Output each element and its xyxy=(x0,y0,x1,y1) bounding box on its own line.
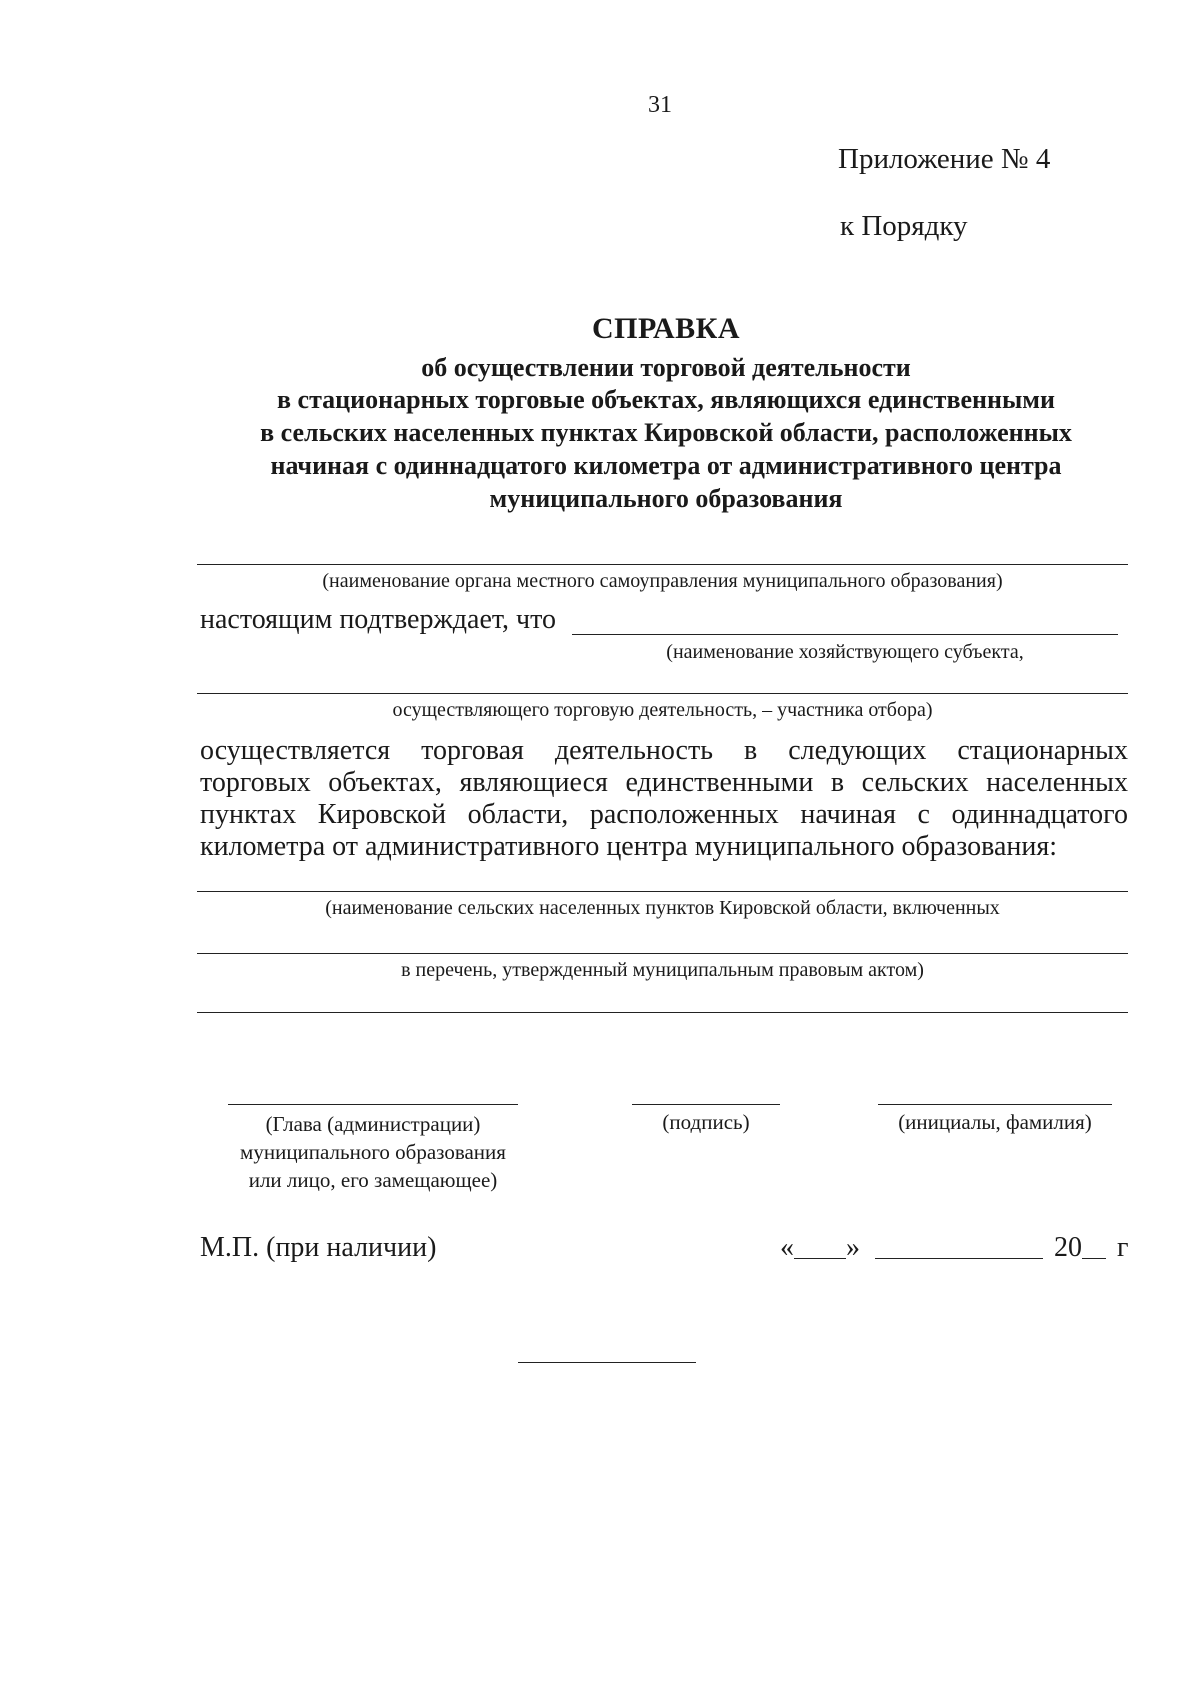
body-word: с xyxy=(917,799,930,830)
body-word: осуществляется xyxy=(200,735,391,766)
head-caption-2: муниципального образования xyxy=(240,1140,506,1164)
body-line-2 xyxy=(200,767,1128,799)
subtitle-line-2: в стационарных торговые объектах, являющихся единственными xyxy=(277,385,1055,414)
body-word: области, xyxy=(467,799,569,830)
name-line[interactable] xyxy=(878,1104,1112,1105)
year-prefix: 20 xyxy=(1054,1232,1082,1263)
body-word: сельских xyxy=(861,767,969,798)
body-word: следующих xyxy=(788,735,927,766)
body-line-3 xyxy=(200,799,1128,831)
settlements-field-line-1[interactable] xyxy=(197,891,1128,892)
entity-caption-1: (наименование хозяйствующего субъекта, xyxy=(666,641,1024,663)
body-word: Кировской xyxy=(317,799,447,830)
day-blank[interactable] xyxy=(794,1258,846,1259)
subtitle-line-5: муниципального образования xyxy=(489,484,843,513)
body-word: пунктах xyxy=(200,799,297,830)
body-word: одиннадцатого xyxy=(951,799,1128,830)
body-word: объектах, xyxy=(328,767,442,798)
year-suffix: г xyxy=(1117,1232,1129,1263)
appendix-reference: к Порядку xyxy=(840,210,968,242)
settlements-caption-1: (наименование сельских населенных пунктов Кировской области, включенных xyxy=(325,897,1000,919)
quote-close: » xyxy=(846,1232,860,1263)
entity-field-line[interactable] xyxy=(572,634,1118,635)
name-caption: (инициалы, фамилия) xyxy=(898,1110,1092,1134)
authority-caption: (наименование органа местного самоуправления муниципального образования) xyxy=(322,570,1003,592)
document-title: СПРАВКА xyxy=(591,312,741,345)
closing-rule xyxy=(518,1362,696,1363)
body-word: единственными xyxy=(625,767,814,798)
subtitle-line-3: в сельских населенных пунктах Кировской области, расположенных xyxy=(260,418,1072,447)
head-caption-3: или лицо, его замещающее) xyxy=(248,1168,498,1192)
body-word: начиная xyxy=(800,799,896,830)
page-number: 31 xyxy=(648,92,672,118)
subtitle-line-4: начиная с одиннадцатого километра от административного центра xyxy=(270,451,1062,480)
body-word: в xyxy=(830,767,845,798)
settlements-caption-2: в перечень, утвержденный муниципальным правовым актом) xyxy=(401,959,924,981)
authority-field-line[interactable] xyxy=(197,564,1128,565)
body-word: торговая xyxy=(421,735,524,766)
body-word: в xyxy=(743,735,758,766)
body-line-1 xyxy=(200,735,1128,767)
signature-caption: (подпись) xyxy=(662,1110,750,1134)
appendix-label: Приложение № 4 xyxy=(838,143,1051,175)
body-word: торговых xyxy=(200,767,311,798)
body-line-4: километра от административного центра муниципального образования: xyxy=(200,831,1058,862)
settlements-field-line-2[interactable] xyxy=(197,953,1128,954)
entity-field-line-2[interactable] xyxy=(197,693,1128,694)
year-blank[interactable] xyxy=(1082,1258,1106,1259)
stamp-label: М.П. (при наличии) xyxy=(200,1232,437,1263)
body-word: населенных xyxy=(986,767,1128,798)
subtitle-line-1: об осуществлении торговой деятельности xyxy=(421,353,911,382)
confirms-text: настоящим подтверждает, что xyxy=(200,604,556,635)
settlements-field-line-3[interactable] xyxy=(197,1012,1128,1013)
body-word: расположенных xyxy=(589,799,779,830)
entity-caption-2: осуществляющего торговую деятельность, – участника отбора) xyxy=(392,699,933,721)
head-caption-1: (Глава (администрации) xyxy=(265,1112,481,1136)
head-position-line[interactable] xyxy=(228,1104,518,1105)
quote-open: « xyxy=(780,1232,794,1263)
month-blank[interactable] xyxy=(875,1258,1043,1259)
body-word: являющиеся xyxy=(459,767,608,798)
body-word: стационарных xyxy=(957,735,1128,766)
signature-line[interactable] xyxy=(632,1104,780,1105)
body-word: деятельность xyxy=(554,735,713,766)
date-field xyxy=(780,1232,1128,1264)
